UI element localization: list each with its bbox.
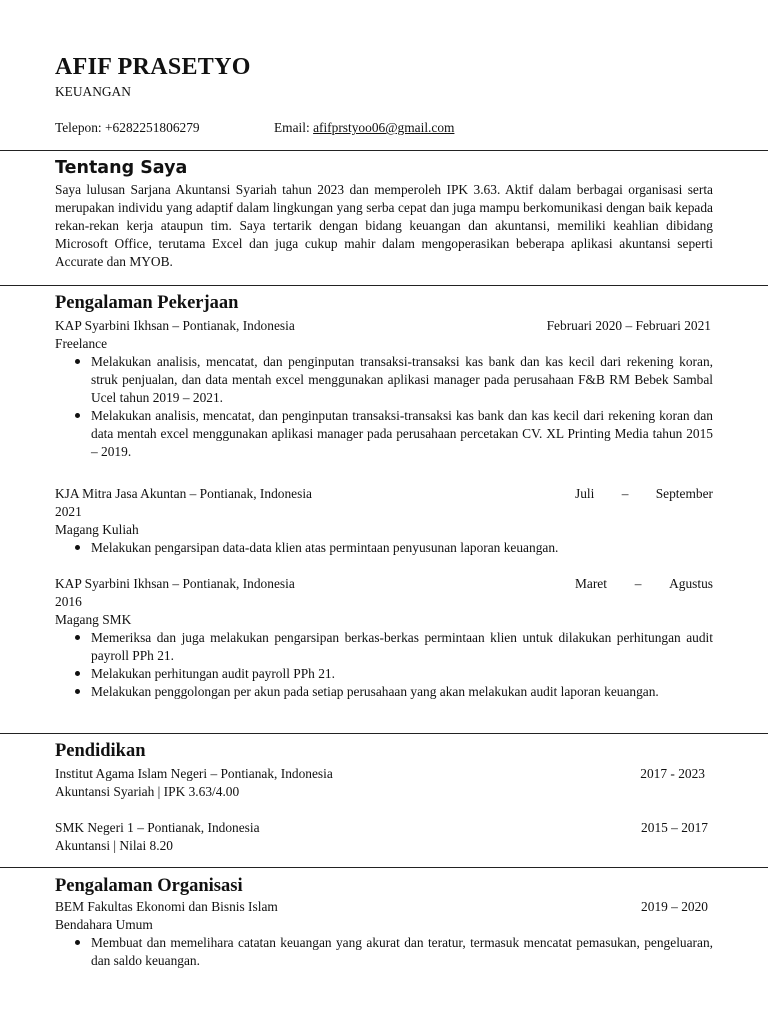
education-section [55,740,713,855]
period-start: Juli [575,486,595,501]
section-divider [0,733,768,734]
phone-text: Telepon: +6282251806279 [55,120,200,135]
school-name: Institut Agama Islam Negeri – Pontianak, Indonesia [55,766,333,781]
list-item: Melakukan penggolongan per akun pada setiap perusahaan yang akan melakukan audit laporan keuangan. [91,683,713,701]
period-end: Agustus [669,576,713,591]
job-period-year: 2021 [55,504,82,519]
about-text: Saya lulusan Sarjana Akuntansi Syariah tahun 2023 dan memperoleh IPK 3.63. Aktif dalam berbagai organisasi serta merupakan individu yang adaptif dalam lingkungan yang serba cepat dan juga mampu berkomunikasi dengan baik kepada rekan-rekan kerja ataupun tim. Saya tertarik dengan bidang keuangan dan akuntansi, memiliki keahlian dibidang Microsoft Office, terutama Excel dan juga cukup mahir dalam mengoperasikan beberapa aplikasi akuntansi seperti Accurate dan MYOB. [55,182,713,269]
job-period-year: 2016 [55,594,82,609]
list-item: Memeriksa dan juga melakukan pengarsipan berkas-berkas permintaan klien untuk dilakukan perhitungan audit payroll PPh 21. [91,630,713,663]
job-role: Magang SMK [55,612,132,627]
job-bullets [55,629,713,701]
job-entry [55,485,713,557]
section-divider [0,867,768,868]
job-period: Februari 2020 – Februari 2021 [546,318,711,333]
experience-section [55,292,713,701]
job-period [575,485,713,503]
organization-entry [55,898,713,970]
experience-title: Pengalaman Pekerjaan [55,293,239,313]
school-period: 2015 – 2017 [641,820,708,835]
list-item: Melakukan analisis, mencatat, dan penginputan transaksi-transaksi kas bank dan kas kecil dari rekening koran dan data mentah excel menggunakan aplikasi manager pada perusahaan percetakan CV. XL Printing Media tahun 2015 – 2019. [91,408,713,459]
organization-name: BEM Fakultas Ekonomi dan Bisnis Islam [55,899,278,914]
email-link[interactable]: afifprstyoo06@gmail.com [313,120,455,135]
education-title: Pendidikan [55,741,146,761]
list-item: Melakukan analisis, mencatat, dan penginputan transaksi-transaksi kas bank dan kas kecil dari rekening koran, struk penjualan, dan data mentah excel menggunakan aplikasi manager pada perusahaan F&B RM Bebek Sambal Ucel tahun 2019 – 2021. [91,354,713,405]
job-bullets [55,353,713,461]
organization-bullets [55,934,713,970]
list-item: Melakukan perhitungan audit payroll PPh 21. [91,665,713,683]
email-label: Email: [274,120,314,135]
job-entry [55,317,713,461]
school-period: 2017 - 2023 [640,766,705,781]
job-role: Freelance [55,336,108,351]
organization-section [55,875,713,970]
about-title: Tentang Saya [55,158,188,178]
organization-role: Bendahara Umum [55,917,153,932]
period-start: Maret [575,576,607,591]
candidate-name: AFIF PRASETYO [55,54,251,80]
period-end: September [655,486,713,501]
job-bullets [55,539,713,557]
job-org: KAP Syarbini Ikhsan – Pontianak, Indonesia [55,576,295,591]
about-section [55,157,713,271]
section-divider [0,150,768,151]
school-detail: Akuntansi | Nilai 8.20 [55,838,173,853]
job-org: KAP Syarbini Ikhsan – Pontianak, Indonesia [55,318,295,333]
job-entry [55,575,713,701]
education-entry [55,765,713,801]
job-org: KJA Mitra Jasa Akuntan – Pontianak, Indonesia [55,486,312,501]
candidate-role: KEUANGAN [55,84,131,99]
organization-title: Pengalaman Organisasi [55,876,243,896]
school-name: SMK Negeri 1 – Pontianak, Indonesia [55,820,260,835]
education-entry [55,819,713,855]
list-item: Membuat dan memelihara catatan keuangan yang akurat dan teratur, termasuk mencatat pemasukan, pengeluaran, dan saldo keuangan. [91,935,713,968]
section-divider [0,285,768,286]
period-dash: – [621,486,629,501]
job-role: Magang Kuliah [55,522,139,537]
list-item: Melakukan pengarsipan data-data klien atas permintaan penyusunan laporan keuangan. [91,539,713,557]
job-period [575,575,713,593]
email-line [274,119,454,137]
organization-period: 2019 – 2020 [641,899,708,914]
school-detail: Akuntansi Syariah | IPK 3.63/4.00 [55,784,240,799]
period-dash: – [634,576,642,591]
